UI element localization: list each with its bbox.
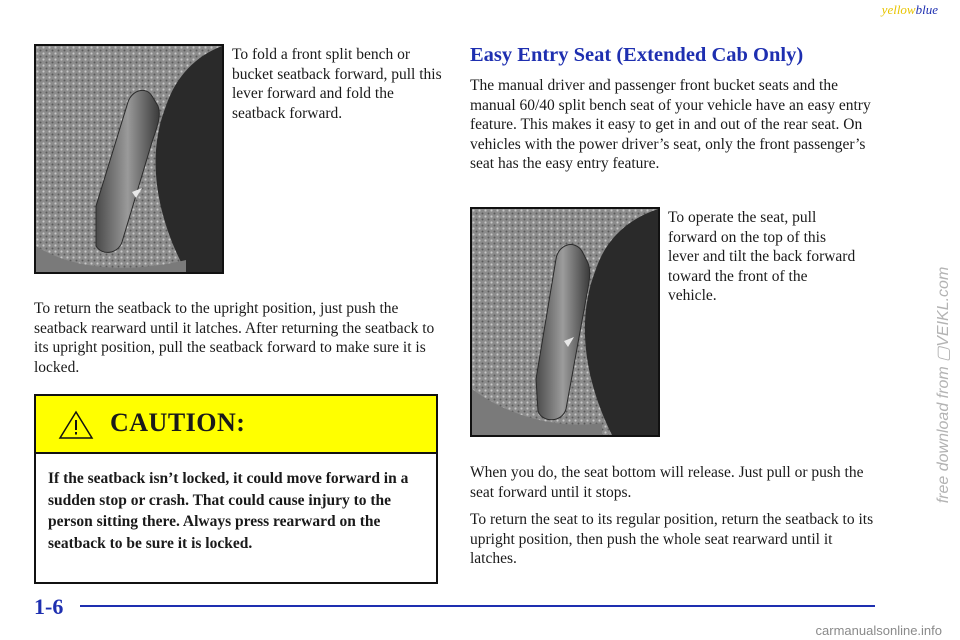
warning-triangle-icon [58,410,94,445]
release-instructions [470,463,875,577]
tag-blue: blue [915,2,938,17]
return-seatback-instructions [34,299,440,385]
tag-yellow: yellow [881,2,916,17]
operate-text: To operate the seat, pull forward on the top of this lever and tilt the back forward toward the front of the vehicle. [668,209,856,305]
footer-rule [80,605,875,607]
section-title: Easy Entry Seat (Extended Cab Only) [470,44,804,66]
bottom-watermark: carmanualsonline.info [815,623,942,638]
color-proof-tag [882,2,938,18]
caution-body: If the seatback isn’t locked, it could move forward in a sudden stop or crash. That could cause injury to the person sitting there. Always press rearward on the seatback to be sure it is locked. [48,470,409,552]
easy-entry-lever-photo [470,207,660,437]
release-text: When you do, the seat bottom will release. Just pull or push the seat forward until it stops. [470,464,864,501]
fold-instructions [232,45,442,131]
caution-header [36,396,436,454]
fold-text: To fold a front split bench or bucket seatback forward, pull this lever forward and fold the seatback forward. [232,46,442,122]
return-seatback-text: To return the seatback to the upright position, just push the seatback rearward until it latches. After returning the seatback to its upright position, pull the seatback forward to make sure it is locked. [34,300,435,376]
seatback-lever-photo [34,44,224,274]
side-watermark-text: free download from ▢VEIKL.com [935,266,952,504]
side-watermark [930,150,956,620]
easy-entry-intro [470,76,875,182]
operate-instructions [668,208,858,314]
intro-text: The manual driver and passenger front bucket seats and the manual 60/40 split bench seat of your vehicle have an easy entry feature. This makes it easy to get in and out of the rear seat. On vehicles with the power driver’s seat, only the front passenger’s seat has the easy entry feature. [470,77,871,173]
return-seat-text: To return the seat to its regular position, return the seatback to its upright position, then push the whole seat rearward until it latches. [470,511,874,568]
caution-title: CAUTION: [110,408,246,437]
page-number: 1-6 [34,594,64,619]
caution-box [34,394,438,584]
